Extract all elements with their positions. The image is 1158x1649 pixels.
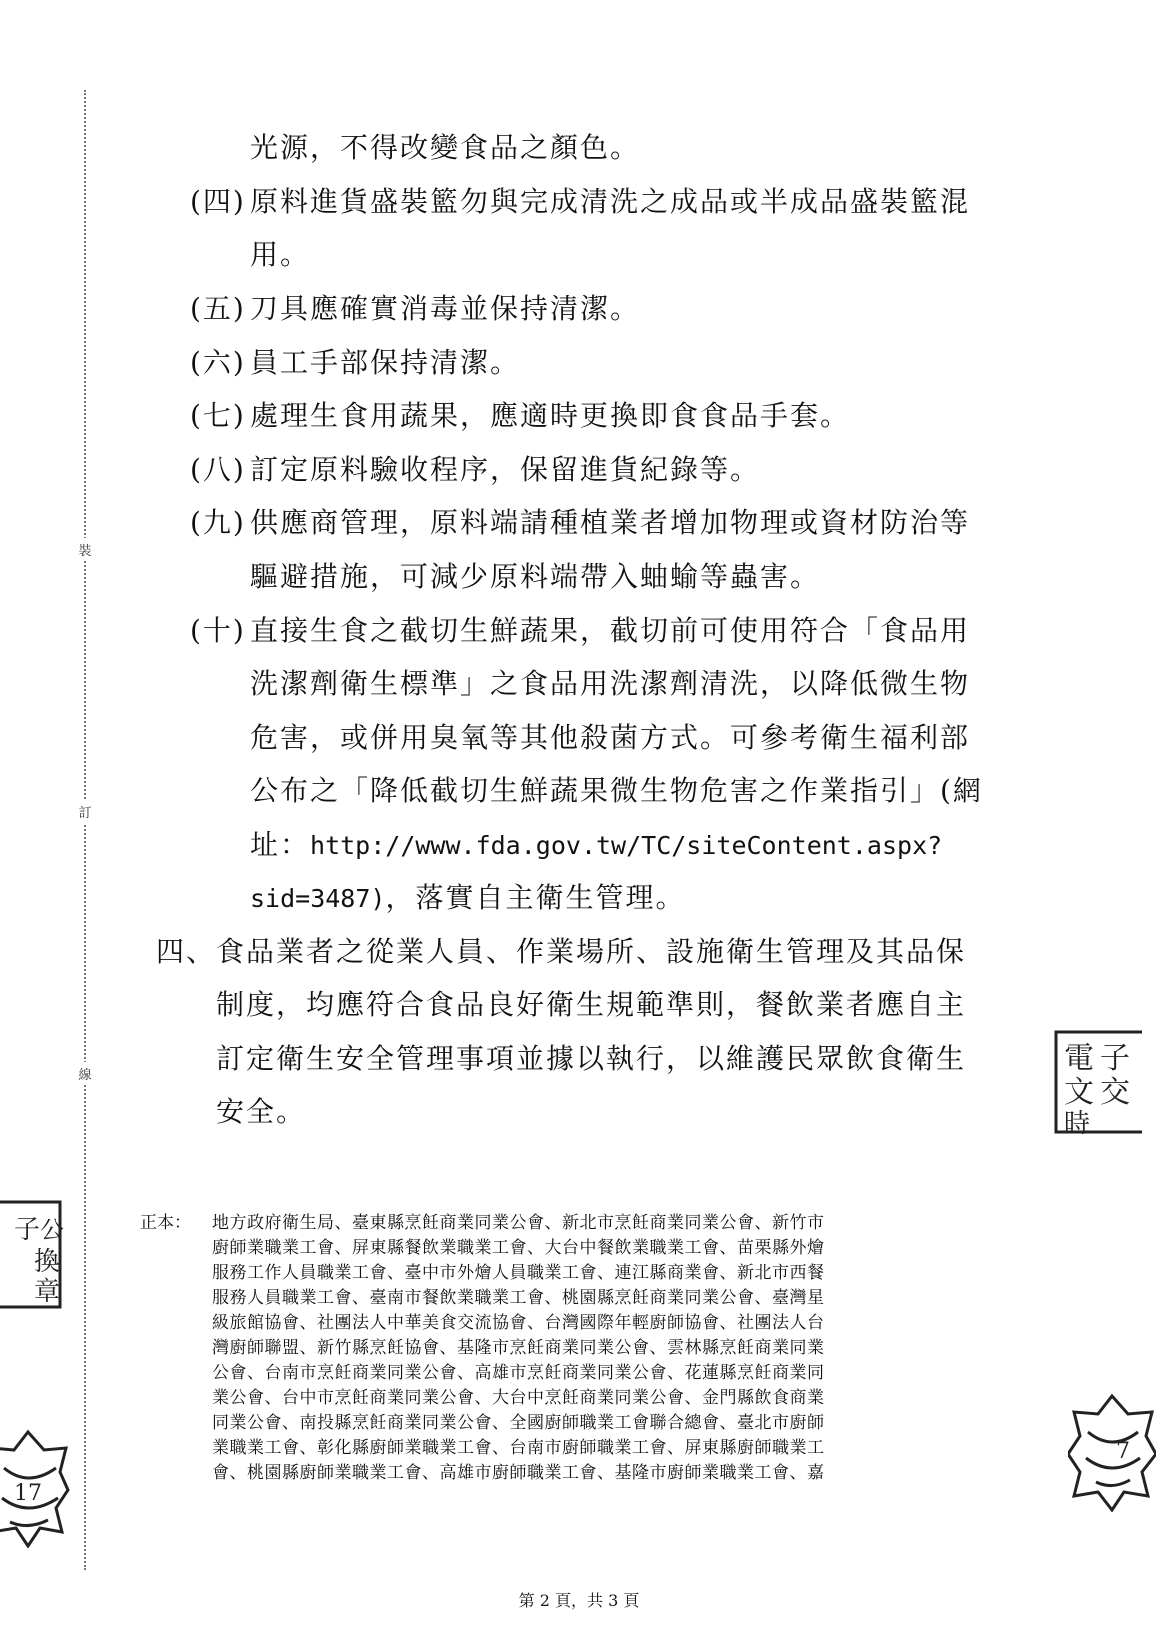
- svg-text:電: 電: [1064, 1041, 1094, 1076]
- item-5-marker: (五): [190, 292, 246, 325]
- item-5-line-1: 刀具應確實消毒並保持清潔。: [250, 292, 641, 325]
- svg-text:交: 交: [1100, 1075, 1130, 1110]
- item-7-line-1: 處理生食用蔬果，應適時更換即食食品手套。: [250, 399, 851, 432]
- section-4-line-2: 制度，均應符合食品良好衛生規範準則，餐飲業者應自主: [216, 988, 967, 1021]
- cc-line: 灣廚師聯盟、新竹縣烹飪協會、基隆市烹飪商業同業公會、雲林縣烹飪商業同業: [212, 1338, 825, 1358]
- cc-label: 正本：: [140, 1213, 191, 1233]
- cc-line: 服務人員職業工會、臺南市餐飲業職業工會、桃園縣烹飪商業同業公會、臺灣星: [212, 1288, 825, 1308]
- url-prefix: 址：: [250, 828, 311, 861]
- binding-dotted-line: [84, 90, 86, 1570]
- cc-line: 地方政府衛生局、臺東縣烹飪商業同業公會、新北市烹飪商業同業公會、新竹市: [212, 1213, 825, 1233]
- svg-text:時: 時: [1064, 1109, 1091, 1138]
- svg-text:17: 17: [14, 1481, 42, 1506]
- cc-line: 業職業工會、彰化縣廚師業職業工會、台南市廚師職業工會、屏東縣廚師職業工: [212, 1438, 825, 1458]
- page-seal-right: [1068, 1392, 1156, 1512]
- cc-line: 會、桃園縣廚師業職業工會、高雄市廚師職業工會、基隆市廚師業職業工會、嘉: [212, 1463, 825, 1483]
- item-8-marker: (八): [190, 453, 246, 486]
- item-10-line-3: 危害，或併用臭氧等其他殺菌方式。可參考衛生福利部: [250, 721, 971, 754]
- electronic-exchange-seal-right: [1052, 1028, 1142, 1138]
- page-seal-left: [0, 1428, 70, 1548]
- cc-line: 級旅館協會、社團法人中華美食交流協會、台灣國際年輕廚師協會、社團法人台: [212, 1313, 825, 1333]
- item-8-line-1: 訂定原料驗收程序，保留進貨紀錄等。: [250, 453, 761, 486]
- section-4-line-4: 安全。: [216, 1095, 307, 1128]
- section-4-line-1: 食品業者之從業人員、作業場所、設施衛生管理及其品保: [216, 935, 967, 968]
- item-9-line-1: 供應商管理，原料端請種植業者增加物理或資材防治等: [250, 506, 971, 539]
- item-9-line-2: 驅避措施，可減少原料端帶入蚰蝓等蟲害。: [250, 560, 821, 593]
- item-4-line-1: 原料進貨盛裝籃勿與完成清洗之成品或半成品盛裝籃混: [250, 185, 971, 218]
- item-10-line-1: 直接生食之截切生鮮蔬果，截切前可使用符合「食品用: [250, 614, 971, 647]
- cc-line: 公會、台南市烹飪商業同業公會、高雄市烹飪商業同業公會、花蓮縣烹飪商業同: [212, 1363, 825, 1383]
- binding-mark-zhuang: 裝: [74, 538, 96, 561]
- item-9-marker: (九): [190, 506, 246, 539]
- item-10-line-5: [250, 823, 942, 863]
- item-6-line-1: 員工手部保持清潔。: [250, 346, 521, 379]
- item-10-line-2: 洗潔劑衛生標準」之食品用洗潔劑清洗，以降低微生物: [250, 667, 971, 700]
- binding-mark-xian: 線: [74, 1062, 96, 1085]
- electronic-exchange-seal-left: [0, 1196, 70, 1316]
- svg-text:子: 子: [14, 1215, 41, 1245]
- cc-line: 廚師業職業工會、屏東縣餐飲業職業工會、大台中餐飲業職業工會、苗栗縣外燴: [212, 1238, 825, 1258]
- svg-text:文: 文: [1064, 1075, 1094, 1110]
- url-link[interactable]: http://www.fda.gov.tw/TC/siteContent.aspx?: [310, 831, 943, 860]
- svg-text:章: 章: [34, 1277, 61, 1307]
- item-7-marker: (七): [190, 399, 246, 432]
- item-10-end: ，落實自主衛生管理。: [385, 881, 686, 914]
- section-4-marker: 四、: [156, 935, 217, 968]
- item-4-marker: (四): [190, 185, 246, 218]
- cc-line: 業公會、台中市烹飪商業同業公會、大台中烹飪商業同業公會、金門縣飲食商業: [212, 1388, 825, 1408]
- svg-text:7: 7: [1116, 1439, 1130, 1464]
- item-3-continuation: 光源，不得改變食品之顏色。: [250, 131, 641, 164]
- item-10-line-6: [250, 876, 685, 916]
- cc-line: 同業公會、南投縣烹飪商業同業公會、全國廚師職業工會聯合總會、臺北市廚師: [212, 1413, 825, 1433]
- item-6-marker: (六): [190, 346, 246, 379]
- binding-mark-ding: 訂: [74, 800, 96, 823]
- section-4-line-3: 訂定衛生安全管理事項並據以執行，以維護民眾飲食衛生: [216, 1042, 967, 1075]
- page-number-footer: 第 2 頁，共 3 頁: [518, 1591, 640, 1610]
- svg-text:子: 子: [1100, 1041, 1130, 1076]
- svg-text:公: 公: [40, 1216, 64, 1244]
- url-link-continuation[interactable]: sid=3487): [250, 884, 386, 913]
- item-10-marker: (十): [190, 614, 246, 647]
- item-10-line-4: 公布之「降低截切生鮮蔬果微生物危害之作業指引」(網: [250, 774, 983, 807]
- cc-line: 服務工作人員職業工會、臺中市外燴人員職業工會、連江縣商業會、新北市西餐: [212, 1263, 825, 1283]
- svg-text:換: 換: [34, 1247, 61, 1277]
- item-4-line-2: 用。: [250, 238, 311, 271]
